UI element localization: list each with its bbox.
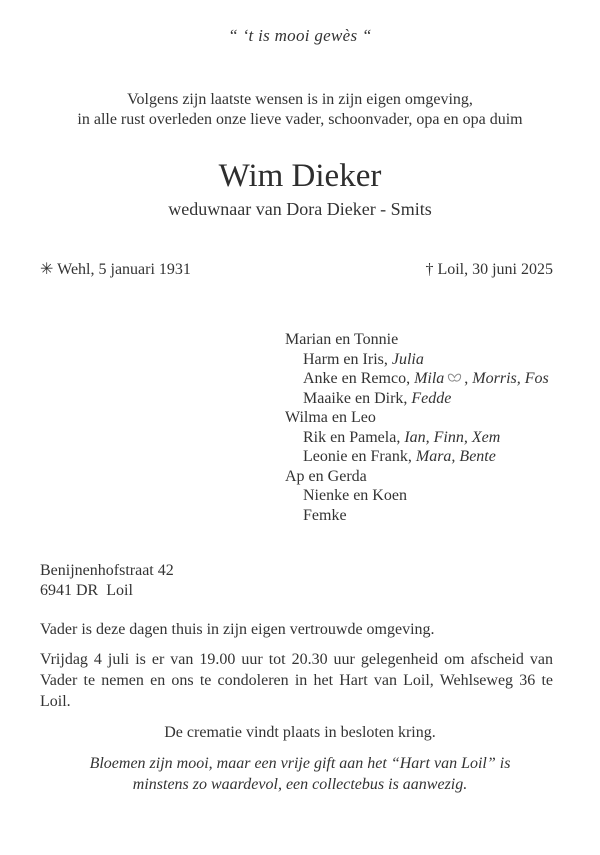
family-list (285, 330, 600, 525)
intro-line-2: in alle rust overleden onze lieve vader, schoonvader, opa en opa duim (77, 111, 523, 128)
life-dates (0, 260, 600, 280)
family-line (285, 467, 600, 487)
family-line (285, 408, 600, 428)
family-member-name: Ap en Gerda (285, 467, 367, 485)
family-member-name: Nienke en Koen (303, 487, 407, 504)
family-line (285, 389, 600, 409)
family-line (285, 447, 600, 467)
family-member-name: Marian en Tonnie (285, 331, 399, 348)
intro-text (0, 90, 600, 130)
deceased-name: Wim Dieker (218, 158, 382, 194)
obituary-card (0, 26, 600, 855)
address-postal-city: 6941 DR Loil (40, 582, 133, 599)
died-cross-icon: † (425, 261, 434, 278)
family-member-name: , (464, 370, 473, 387)
address-street: Benijnenhofstraat 42 (40, 562, 174, 579)
motto-quote: “ ‘t is mooi gewès “ (228, 26, 372, 45)
family-member-name: Maaike en Dirk, (303, 389, 412, 407)
home-paragraph: Vader is deze dagen thuis in zijn eigen vertrouwde omgeving. (40, 621, 435, 638)
widower-line: weduwnaar van Dora Dieker - Smits (168, 199, 432, 219)
family-line (285, 428, 600, 448)
birth-place-date: Wehl, 5 januari 1931 (57, 261, 191, 278)
death-place-date: Loil, 30 juni 2025 (437, 261, 553, 278)
grandchild-name: Morris, Fos (472, 370, 549, 387)
birth-date (40, 260, 191, 280)
family-member-name: Leonie en Frank, (303, 448, 416, 465)
family-member-name: Wilma en Leo (285, 409, 376, 426)
intro-line-1: Volgens zijn laatste wensen is in zijn eigen omgeving, (127, 91, 473, 108)
cremation-paragraph: De crematie vindt plaats in besloten kring. (164, 724, 436, 741)
grandchild-name: Julia (391, 350, 424, 368)
family-line (285, 350, 600, 370)
death-date (425, 260, 553, 280)
family-member-name: Harm en Iris, (303, 350, 392, 368)
grandchild-name: Fedde (411, 389, 452, 407)
family-member-name: Anke en Remco, (303, 370, 415, 387)
family-member-name: Femke (303, 506, 347, 524)
grandchild-name: Ian, Finn, Xem (404, 428, 501, 446)
flowers-paragraph: Bloemen zijn mooi, maar een vrije gift aan het “Hart van Loil” is minstens zo waardevol, een collectebus is aanwezig. (89, 755, 511, 793)
family-line (285, 330, 600, 350)
born-star-icon: ✳ (40, 261, 54, 278)
family-member-name: Rik en Pamela, (303, 428, 405, 446)
address-block (40, 561, 600, 601)
family-line (285, 369, 600, 389)
visitation-paragraph: Vrijdag 4 juli is er van 19.00 uur tot 20.30 uur gelegenheid om afscheid van Vader te nemen en ons te condoleren in het Hart van Loil, Wehlseweg 36 te Loil. (40, 651, 553, 710)
family-line (285, 506, 600, 526)
grandchild-name: Mara, Bente (415, 448, 496, 465)
grandchild-name: Mila (414, 370, 445, 387)
butterfly-icon (447, 373, 462, 384)
family-line (285, 486, 600, 506)
